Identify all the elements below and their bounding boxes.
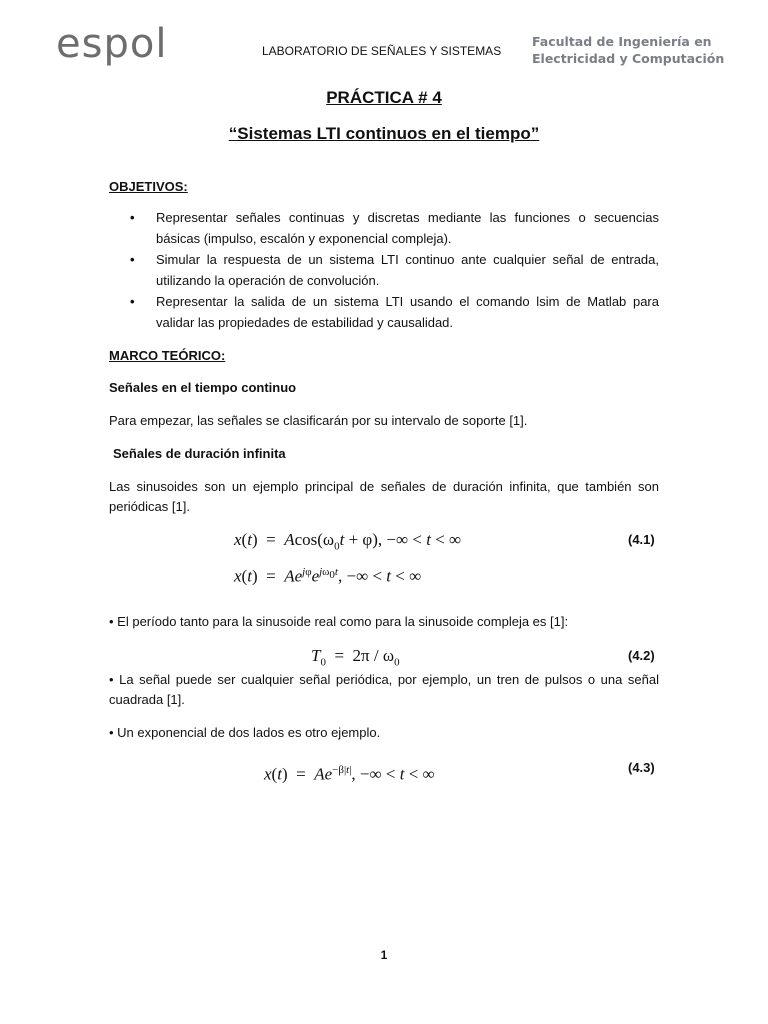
- equation-4-1-line2: $x(t) = Ae^{j\varphi}e^{j\omega_0t}$, −∞ < t < ∞: [234, 566, 422, 586]
- equation-4-3: $x(t) = Ae^{-\beta|t|}$, −∞ < t < ∞: [264, 764, 435, 784]
- practice-subtitle: “Sistemas LTI continuos en el tiempo”: [228, 124, 540, 143]
- objective-item: • Simular la respuesta de un sistema LTI continuo ante cualquier señal de entrada, utilizando la operación de convolución.: [130, 252, 659, 288]
- text-period: • El período tanto para la sinusoide real como para la sinusoide compleja es [1]:: [109, 614, 569, 629]
- objective-item: • Representar señales continuas y discretas mediante las funciones o secuencias básicas (impulso, escalón y exponencial compleja).: [130, 210, 659, 246]
- equation-4-2: $T_0 = 2\pi / \omega_0$: [311, 646, 400, 669]
- page-number: 1: [380, 948, 388, 962]
- faculty-logo-line1: Facultad de Ingeniería en: [532, 34, 712, 49]
- faculty-logo: [532, 33, 724, 67]
- espol-logo: espol: [56, 21, 168, 67]
- faculty-logo-line2: Electricidad y Computación: [532, 51, 725, 66]
- objectives-list: [130, 208, 659, 334]
- equation-4-1-line1: $x(t) = Acos(\omega_0t + \varphi)$, −∞ < t < ∞: [234, 530, 462, 553]
- equation-4-2-number: (4.2): [628, 648, 655, 663]
- section-text-sinusoids: Las sinusoides son un ejemplo principal de señales de duración infinita, que también son periódicas [1].: [109, 479, 659, 514]
- lab-title: LABORATORIO DE SEÑALES Y SISTEMAS: [262, 44, 502, 58]
- text-periodic-signal: • La señal puede ser cualquier señal periódica, por ejemplo, un tren de pulsos o una señal cuadrada [1].: [109, 672, 659, 707]
- bullet-icon: •: [130, 252, 135, 267]
- section-title-infinite: Señales de duración infinita: [113, 446, 286, 461]
- practice-title: PRÁCTICA # 4: [326, 88, 442, 107]
- section-text-support: Para empezar, las señales se clasificarán por su intervalo de soporte [1].: [109, 413, 528, 428]
- objectives-heading: OBJETIVOS:: [109, 179, 188, 194]
- text-two-sided: • Un exponencial de dos lados es otro ejemplo.: [109, 725, 381, 740]
- theory-heading: MARCO TEÓRICO:: [109, 348, 226, 363]
- bullet-icon: •: [130, 294, 135, 309]
- equation-4-1-number: (4.1): [628, 532, 655, 547]
- objective-item: • Representar la salida de un sistema LTI usando el comando lsim de Matlab para validar las propiedades de estabilidad y causalidad.: [130, 294, 659, 330]
- equation-4-3-number: (4.3): [628, 760, 655, 775]
- bullet-icon: •: [130, 210, 135, 225]
- section-title-continuous: Señales en el tiempo continuo: [109, 380, 297, 395]
